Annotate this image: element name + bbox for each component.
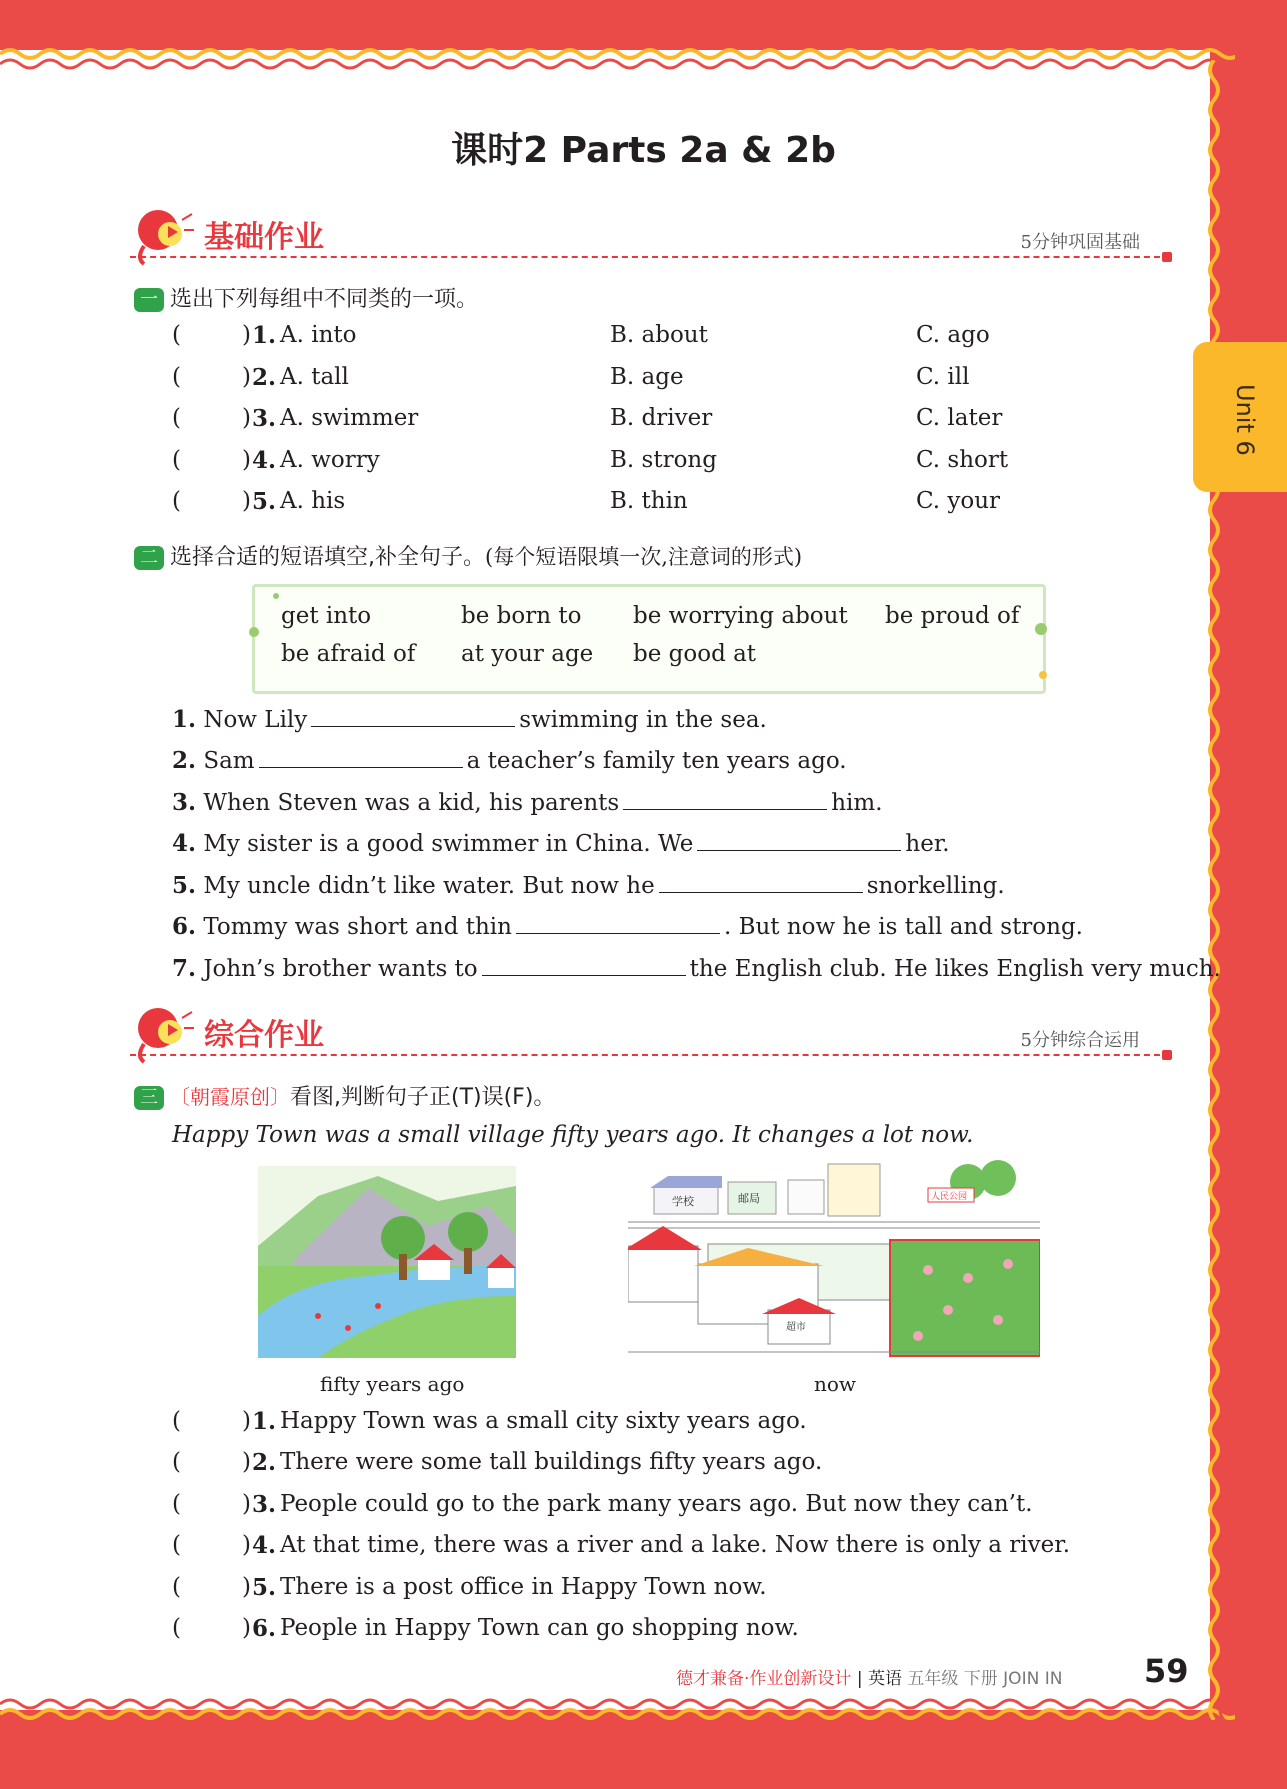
fill-sentence bbox=[172, 955, 1221, 993]
word-bank-item: at your age bbox=[461, 641, 594, 667]
decorative-dot bbox=[1039, 671, 1047, 679]
choice-c: C. your bbox=[916, 488, 1001, 514]
decorative-dot bbox=[273, 593, 279, 599]
sentence-number: 3. bbox=[172, 789, 197, 816]
section-basic-hint: 5分钟巩固基础 bbox=[1020, 232, 1140, 253]
section-comprehensive-hint: 5分钟综合运用 bbox=[1020, 1030, 1140, 1051]
sentence-after: a teacher’s family ten years ago. bbox=[466, 748, 847, 774]
choice-number: 5. bbox=[252, 488, 277, 515]
unit-side-tab bbox=[1193, 342, 1287, 492]
choice-c: C. ago bbox=[916, 322, 990, 348]
choice-number: 4. bbox=[252, 447, 277, 474]
choice-a: A. tall bbox=[280, 364, 349, 390]
word-bank bbox=[252, 584, 1046, 694]
item-text: People could go to the park many years ago. But now they can’t. bbox=[280, 1491, 1033, 1517]
caption-fifty-years-ago: fifty years ago bbox=[320, 1372, 465, 1396]
question-3-badge: 三 bbox=[134, 1086, 164, 1110]
word-bank-item: be born to bbox=[461, 603, 582, 629]
choice-c: C. ill bbox=[916, 364, 970, 390]
sentence-number: 1. bbox=[172, 706, 197, 733]
word-bank-item: be worrying about bbox=[633, 603, 848, 629]
decorative-dot bbox=[249, 627, 259, 637]
footer: 德才兼备·作业创新设计 | 英语 五年级 下册 JOIN IN bbox=[676, 1669, 1063, 1689]
bottom-wave-border bbox=[0, 1692, 1235, 1732]
choice-number: 1. bbox=[252, 322, 277, 349]
sign-park: 人民公园 bbox=[931, 1192, 968, 1202]
word-bank-item: get into bbox=[281, 603, 372, 629]
town-illustration bbox=[628, 1160, 1040, 1360]
sentence-before: Now Lily bbox=[203, 707, 308, 733]
footer-brand: 德才兼备·作业创新设计 bbox=[676, 1669, 852, 1689]
question-2-note: (每个短语限填一次,注意词的形式) bbox=[485, 545, 803, 569]
footer-volume: 下册 bbox=[963, 1669, 998, 1689]
section-comprehensive-title: 综合作业 bbox=[204, 1018, 324, 1053]
bee-mascot-icon bbox=[130, 1004, 196, 1066]
true-false-item: ( ) 3. People could go to the park many years ago. But now they can’t. bbox=[172, 1491, 1033, 1518]
fill-sentence bbox=[172, 706, 1182, 744]
fill-sentence bbox=[172, 747, 1182, 785]
true-false-item: ( ) 4. At that time, there was a river and a lake. Now there is only a river. bbox=[172, 1532, 1071, 1559]
choice-row: ( ) 1. A. into B. about C. ago bbox=[172, 322, 990, 349]
item-text: Happy Town was a small city sixty years ago. bbox=[280, 1408, 807, 1434]
true-false-item: ( ) 5. There is a post office in Happy Town now. bbox=[172, 1574, 767, 1601]
choice-a: A. into bbox=[280, 322, 357, 348]
choice-b: B. driver bbox=[610, 405, 713, 431]
question-1-prompt: 选出下列每组中不同类的一项。 bbox=[170, 287, 479, 312]
answer-blank[interactable] bbox=[516, 913, 720, 934]
item-number: 1. bbox=[252, 1408, 277, 1435]
choice-b: B. about bbox=[610, 322, 708, 348]
fill-sentence bbox=[172, 913, 1182, 951]
answer-blank[interactable] bbox=[259, 747, 463, 768]
sentence-after: . But now he is tall and strong. bbox=[723, 914, 1083, 940]
sentence-after: swimming in the sea. bbox=[519, 707, 767, 733]
item-text: People in Happy Town can go shopping now. bbox=[280, 1615, 799, 1641]
sentence-number: 6. bbox=[172, 913, 197, 940]
sign-post-office: 邮局 bbox=[738, 1192, 760, 1205]
answer-blank[interactable] bbox=[482, 955, 686, 976]
section-basic-title: 基础作业 bbox=[204, 220, 324, 255]
question-3-prompt: 看图,判断句子正(T)误(F)。 bbox=[290, 1085, 556, 1110]
choice-row: ( ) 2. A. tall B. age C. ill bbox=[172, 364, 970, 391]
item-text: At that time, there was a river and a lake. Now there is only a river. bbox=[280, 1532, 1071, 1558]
word-bank-item: be good at bbox=[633, 641, 757, 667]
true-false-item: ( ) 1. Happy Town was a small city sixty years ago. bbox=[172, 1408, 807, 1435]
item-number: 6. bbox=[252, 1615, 277, 1642]
divider-end-cap bbox=[1162, 1050, 1172, 1060]
footer-subject: 英语 bbox=[867, 1669, 902, 1689]
sentence-number: 7. bbox=[172, 955, 197, 982]
top-wave-border bbox=[0, 42, 1235, 82]
choice-number: 2. bbox=[252, 364, 277, 391]
item-number: 5. bbox=[252, 1574, 277, 1601]
sentence-after: snorkelling. bbox=[866, 873, 1005, 899]
sentence-number: 2. bbox=[172, 747, 197, 774]
footer-series: JOIN IN bbox=[1003, 1669, 1063, 1689]
sentence-before: My uncle didn’t like water. But now he bbox=[203, 873, 655, 899]
item-number: 2. bbox=[252, 1449, 277, 1476]
unit-tab-label: Unit 6 bbox=[1231, 384, 1259, 456]
choice-c: C. later bbox=[916, 405, 1003, 431]
sentence-number: 4. bbox=[172, 830, 197, 857]
item-text: There is a post office in Happy Town now. bbox=[280, 1574, 767, 1600]
word-bank-item: be proud of bbox=[885, 603, 1020, 629]
choice-row: ( ) 3. A. swimmer B. driver C. later bbox=[172, 405, 1003, 432]
right-wave-border bbox=[1202, 60, 1242, 1720]
choice-b: B. age bbox=[610, 364, 684, 390]
sentence-before: John’s brother wants to bbox=[203, 956, 478, 982]
true-false-item: ( ) 6. People in Happy Town can go shopping now. bbox=[172, 1615, 799, 1642]
bee-mascot-icon bbox=[130, 206, 196, 268]
choice-row: ( ) 4. A. worry B. strong C. short bbox=[172, 447, 1009, 474]
sentence-before: Tommy was short and thin bbox=[203, 914, 512, 940]
fill-sentence bbox=[172, 789, 1182, 827]
fill-sentence bbox=[172, 830, 1182, 868]
question-2-prompt: 选择合适的短语填空,补全句子。 bbox=[170, 545, 485, 570]
page-number: 59 bbox=[1144, 1652, 1189, 1690]
item-number: 3. bbox=[252, 1491, 277, 1518]
question-1-badge: 一 bbox=[134, 288, 164, 312]
section-divider bbox=[130, 256, 1170, 258]
sign-school: 学校 bbox=[672, 1195, 694, 1208]
item-number: 4. bbox=[252, 1532, 277, 1559]
passage-intro: Happy Town was a small village fifty years ago. It changes a lot now. bbox=[172, 1122, 974, 1148]
choice-a: A. worry bbox=[280, 447, 380, 473]
section-divider bbox=[130, 1054, 1170, 1056]
caption-now: now bbox=[814, 1372, 857, 1396]
answer-blank[interactable] bbox=[311, 706, 515, 727]
word-bank-item: be afraid of bbox=[281, 641, 416, 667]
fill-sentence bbox=[172, 872, 1182, 910]
choice-b: B. strong bbox=[610, 447, 717, 473]
answer-blank[interactable] bbox=[623, 789, 827, 810]
page-title: 课时2 Parts 2a & 2b bbox=[451, 130, 836, 171]
section-comprehensive-header bbox=[130, 1004, 1170, 1066]
sentence-before: When Steven was a kid, his parents bbox=[203, 790, 620, 816]
answer-blank[interactable] bbox=[697, 830, 901, 851]
item-text: There were some tall buildings fifty years ago. bbox=[280, 1449, 823, 1475]
choice-number: 3. bbox=[252, 405, 277, 432]
sentence-before: Sam bbox=[203, 748, 255, 774]
question-3-header bbox=[134, 1080, 555, 1112]
divider-end-cap bbox=[1162, 252, 1172, 262]
sentence-before: My sister is a good swimmer in China. We bbox=[203, 831, 694, 857]
village-illustration bbox=[258, 1166, 516, 1358]
question-1-header bbox=[134, 282, 478, 314]
decorative-dot bbox=[1035, 623, 1047, 635]
question-2-header bbox=[134, 540, 802, 572]
section-basic-header bbox=[130, 206, 1170, 268]
sentence-after: her. bbox=[905, 831, 950, 857]
footer-grade: 五年级 bbox=[907, 1669, 959, 1689]
true-false-item: ( ) 2. There were some tall buildings fifty years ago. bbox=[172, 1449, 823, 1476]
sentence-after: him. bbox=[831, 790, 883, 816]
question-2-badge: 二 bbox=[134, 546, 164, 570]
answer-blank[interactable] bbox=[659, 872, 863, 893]
sentence-number: 5. bbox=[172, 872, 197, 899]
sentence-after: the English club. He likes English very much. bbox=[689, 956, 1221, 982]
choice-a: A. swimmer bbox=[280, 405, 419, 431]
choice-b: B. thin bbox=[610, 488, 688, 514]
choice-a: A. his bbox=[280, 488, 346, 514]
question-3-tag: 〔朝霞原创〕 bbox=[170, 1085, 290, 1109]
choice-row: ( ) 5. A. his B. thin C. your bbox=[172, 488, 1001, 515]
choice-c: C. short bbox=[916, 447, 1009, 473]
sign-supermarket: 超市 bbox=[786, 1322, 806, 1333]
